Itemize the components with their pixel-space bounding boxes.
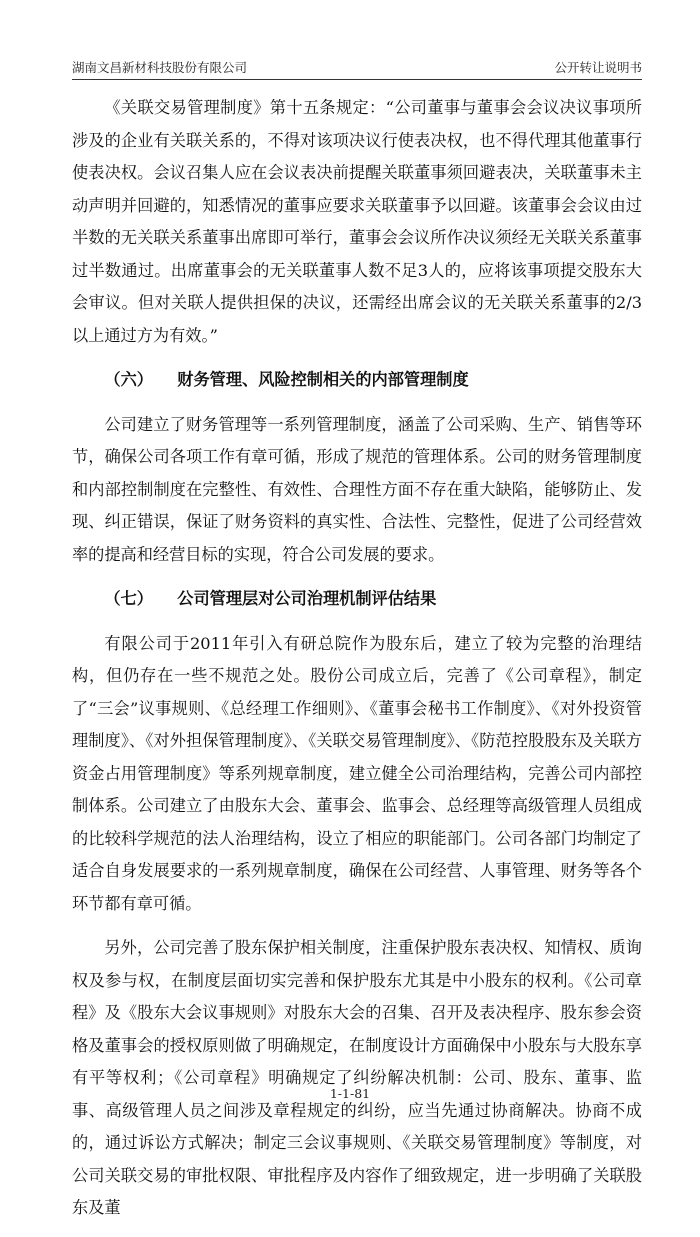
header-company-name: 湖南文昌新材科技股份有限公司 [72,60,248,75]
section-number: （六） [104,370,153,389]
page-number: 1-1-81 [329,1086,371,1101]
section-title: 财务管理、风险控制相关的内部管理制度 [177,370,469,389]
paragraph-shareholder-protection: 另外，公司完善了股东保护相关制度，注重保护股东表决权、知情权、质询权及参与权，在制度层面切实完善和保护股东尤其是中小股东的权利。《公司章程》及《股东大会议事规则》对股东大会的召集、召开及表决程序、股东参会资格及董事会的授权原则做了明确规定，在制度设计方面确保中小股东与大股东享有平等权利；《公司章程》明确规定了纠纷解决机制：公司、股东、董事、监事、高级管理人员之间涉及章程规定的纠纷，应当先通过协商解决。协商不成的，通过诉讼方式解决；制定三会议事规则、《关联交易管理制度》等制度，对公司关联交易的审批权限、审批程序及内容作了细致规定，进一步明确了关联股东及董 [72,938,642,1217]
paragraph-financial-management: 公司建立了财务管理等一系列管理制度，涵盖了公司采购、生产、销售等环节，确保公司各项工作有章可循，形成了规范的管理体系。公司的财务管理制度和内部控制制度在完整性、有效性、合理性方面不存在重大缺陷，能够防止、发现、纠正错误，保证了财务资料的真实性、合法性、完整性，促进了公司经营效率的提高和经营目标的实现，符合公司发展的要求。 [72,414,642,564]
document-body [72,92,642,1237]
section-title: 公司管理层对公司治理机制评估结果 [177,589,437,608]
paragraph-governance-evaluation: 有限公司于2011年引入有研总院作为股东后，建立了较为完整的治理结构，但仍存在一些不规范之处。股份公司成立后，完善了《公司章程》，制定了“三会”议事规则、《总经理工作细则》、《董事会秘书工作制度》、《对外投资管理制度》、《对外担保管理制度》、《关联交易管理制度》、《防范控股股东及关联方资金占用管理制度》等系列规章制度，建立健全公司治理结构，完善公司内部控制体系。公司建立了由股东大会、董事会、监事会、总经理等高级管理人员组成的比较科学规范的法人治理结构，设立了相应的职能部门。公司各部门均制定了适合自身发展要求的一系列规章制度，确保在公司经营、人事管理、财务等各个环节都有章可循。 [72,633,642,913]
section-heading-7 [72,583,642,616]
section-heading-6 [72,364,642,397]
paragraph-related-transactions-rule: 《关联交易管理制度》第十五条规定：“公司董事与董事会会议决议事项所涉及的企业有关联关系的，不得对该项决议行使表决权，也不得代理其他董事行使表决权。会议召集人应在会议表决前提醒关联董事须回避表决，关联董事未主动声明并回避的，知悉情况的董事应要求关联董事予以回避。该董事会会议由过半数的无关联关系董事出席即可举行，董事会会议所作决议须经无关联关系董事过半数通过。出席董事会的无关联董事人数不足3人的，应将该事项提交股东大会审议。但对关联人提供担保的决议，还需经出席会议的无关联关系董事的2/3以上通过方为有效。” [72,98,642,345]
section-number: （七） [104,589,153,608]
header-divider [72,79,642,80]
header-document-title: 公开转让说明书 [554,60,642,75]
page-header [72,58,642,78]
